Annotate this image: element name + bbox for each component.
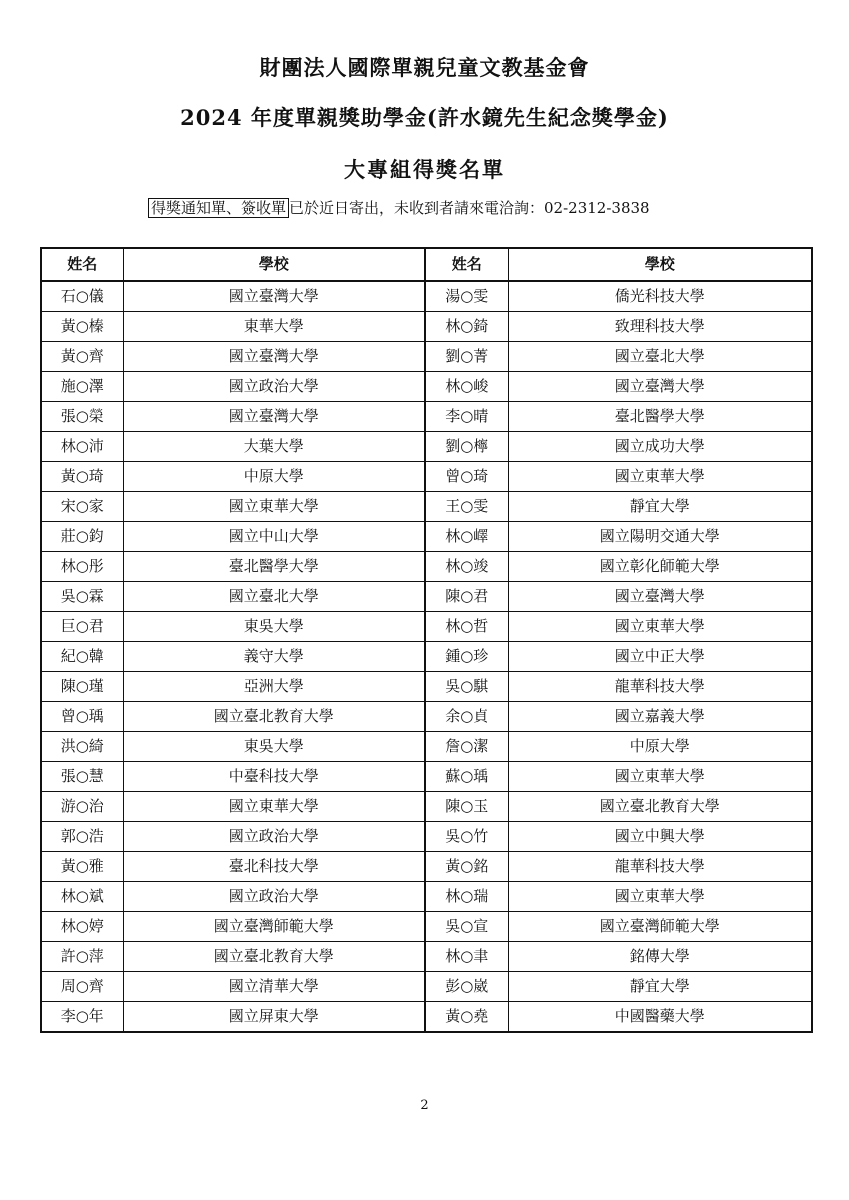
school-right: 臺北醫學大學 <box>508 402 812 432</box>
school-left: 國立臺灣師範大學 <box>123 912 425 942</box>
student-name-right: 李○晴 <box>425 402 508 432</box>
school-right: 中原大學 <box>508 732 812 762</box>
school-right: 國立東華大學 <box>508 612 812 642</box>
table-row <box>41 972 812 1002</box>
student-name-left: 黃○琦 <box>41 462 123 492</box>
school-right: 國立成功大學 <box>508 432 812 462</box>
table-row <box>41 462 812 492</box>
student-name-left: 巨○君 <box>41 612 123 642</box>
school-right: 國立臺灣師範大學 <box>508 912 812 942</box>
student-name-right: 吳○宣 <box>425 912 508 942</box>
awards-table <box>40 247 813 1033</box>
table-row <box>41 672 812 702</box>
school-left: 中原大學 <box>123 462 425 492</box>
school-right: 僑光科技大學 <box>508 281 812 312</box>
table-row <box>41 432 812 462</box>
school-right: 國立彰化師範大學 <box>508 552 812 582</box>
student-name-right: 湯○雯 <box>425 281 508 312</box>
table-body <box>41 281 812 1032</box>
school-right: 國立臺北大學 <box>508 342 812 372</box>
table-row <box>41 312 812 342</box>
student-name-right: 陳○玉 <box>425 792 508 822</box>
school-left: 國立政治大學 <box>123 822 425 852</box>
header-name-right: 姓名 <box>425 248 508 281</box>
school-right: 國立東華大學 <box>508 882 812 912</box>
notice-text: 已於近日寄出，未收到者請來電洽詢：02-2312-3838 <box>289 199 650 217</box>
table-row <box>41 732 812 762</box>
table-row <box>41 912 812 942</box>
school-right: 龍華科技大學 <box>508 852 812 882</box>
student-name-left: 施○澤 <box>41 372 123 402</box>
school-left: 國立臺灣大學 <box>123 281 425 312</box>
student-name-left: 林○婷 <box>41 912 123 942</box>
student-name-left: 張○榮 <box>41 402 123 432</box>
table-row <box>41 702 812 732</box>
school-right: 國立嘉義大學 <box>508 702 812 732</box>
student-name-right: 彭○崴 <box>425 972 508 1002</box>
school-left: 國立東華大學 <box>123 492 425 522</box>
school-right: 國立臺北教育大學 <box>508 792 812 822</box>
school-left: 亞洲大學 <box>123 672 425 702</box>
student-name-left: 曾○瑀 <box>41 702 123 732</box>
school-left: 國立臺灣大學 <box>123 402 425 432</box>
student-name-right: 劉○菁 <box>425 342 508 372</box>
school-left: 國立政治大學 <box>123 882 425 912</box>
table-header-row <box>41 248 812 281</box>
student-name-right: 林○瑞 <box>425 882 508 912</box>
page-number: 2 <box>420 1098 429 1113</box>
school-right: 國立中興大學 <box>508 822 812 852</box>
school-left: 臺北科技大學 <box>123 852 425 882</box>
table-row <box>41 642 812 672</box>
school-right: 中國醫藥大學 <box>508 1002 812 1033</box>
student-name-left: 郭○浩 <box>41 822 123 852</box>
school-left: 國立政治大學 <box>123 372 425 402</box>
student-name-right: 鍾○珍 <box>425 642 508 672</box>
table-row <box>41 822 812 852</box>
student-name-left: 周○齊 <box>41 972 123 1002</box>
header-school-left: 學校 <box>123 248 425 281</box>
student-name-left: 洪○綺 <box>41 732 123 762</box>
student-name-left: 黃○榛 <box>41 312 123 342</box>
student-name-right: 曾○琦 <box>425 462 508 492</box>
student-name-left: 林○沛 <box>41 432 123 462</box>
table-row <box>41 342 812 372</box>
school-left: 國立臺灣大學 <box>123 342 425 372</box>
school-left: 國立中山大學 <box>123 522 425 552</box>
school-left: 中臺科技大學 <box>123 762 425 792</box>
school-left: 國立臺北教育大學 <box>123 942 425 972</box>
table-row <box>41 792 812 822</box>
school-left: 國立屏東大學 <box>123 1002 425 1033</box>
school-left: 臺北醫學大學 <box>123 552 425 582</box>
student-name-left: 莊○鈞 <box>41 522 123 552</box>
student-name-left: 黃○雅 <box>41 852 123 882</box>
student-name-left: 林○斌 <box>41 882 123 912</box>
school-right: 國立臺灣大學 <box>508 582 812 612</box>
school-left: 國立臺北大學 <box>123 582 425 612</box>
student-name-left: 宋○家 <box>41 492 123 522</box>
school-right: 龍華科技大學 <box>508 672 812 702</box>
table-row <box>41 1002 812 1033</box>
school-right: 國立中正大學 <box>508 642 812 672</box>
table-row <box>41 942 812 972</box>
school-left: 國立臺北教育大學 <box>123 702 425 732</box>
student-name-left: 林○彤 <box>41 552 123 582</box>
table-row <box>41 552 812 582</box>
school-left: 大葉大學 <box>123 432 425 462</box>
student-name-right: 林○竣 <box>425 552 508 582</box>
organization-title: 財團法人國際單親兒童文教基金會 <box>259 55 590 80</box>
school-right: 國立東華大學 <box>508 762 812 792</box>
student-name-right: 蘇○瑀 <box>425 762 508 792</box>
school-left: 東吳大學 <box>123 612 425 642</box>
table-row <box>41 402 812 432</box>
student-name-left: 陳○瑾 <box>41 672 123 702</box>
student-name-right: 吳○騏 <box>425 672 508 702</box>
student-name-right: 林○聿 <box>425 942 508 972</box>
student-name-right: 林○錡 <box>425 312 508 342</box>
student-name-right: 黃○堯 <box>425 1002 508 1033</box>
header-name-left: 姓名 <box>41 248 123 281</box>
table-row <box>41 372 812 402</box>
student-name-right: 林○哲 <box>425 612 508 642</box>
student-name-right: 王○雯 <box>425 492 508 522</box>
student-name-left: 紀○韓 <box>41 642 123 672</box>
student-name-right: 林○峻 <box>425 372 508 402</box>
header-school-right: 學校 <box>508 248 812 281</box>
student-name-left: 張○慧 <box>41 762 123 792</box>
notice-boxed-text: 得獎通知單、簽收單 <box>148 198 289 218</box>
scholarship-title: 2024 年度單親獎助學金(許水鏡先生紀念獎學金) <box>180 105 669 130</box>
list-title: 大專組得獎名單 <box>344 157 505 182</box>
table-row <box>41 762 812 792</box>
student-name-right: 陳○君 <box>425 582 508 612</box>
school-right: 靜宜大學 <box>508 972 812 1002</box>
table-row <box>41 852 812 882</box>
table-row <box>41 492 812 522</box>
school-left: 東吳大學 <box>123 732 425 762</box>
school-left: 國立東華大學 <box>123 792 425 822</box>
student-name-right: 黃○銘 <box>425 852 508 882</box>
school-left: 義守大學 <box>123 642 425 672</box>
student-name-right: 余○貞 <box>425 702 508 732</box>
student-name-right: 吳○竹 <box>425 822 508 852</box>
table-row <box>41 522 812 552</box>
student-name-left: 吳○霖 <box>41 582 123 612</box>
student-name-right: 林○嶧 <box>425 522 508 552</box>
table-row <box>41 281 812 312</box>
school-right: 銘傳大學 <box>508 942 812 972</box>
student-name-right: 詹○潔 <box>425 732 508 762</box>
school-left: 東華大學 <box>123 312 425 342</box>
student-name-left: 游○治 <box>41 792 123 822</box>
school-right: 國立臺灣大學 <box>508 372 812 402</box>
student-name-left: 石○儀 <box>41 281 123 312</box>
school-right: 國立東華大學 <box>508 462 812 492</box>
notice-line <box>148 197 650 219</box>
student-name-left: 黃○齊 <box>41 342 123 372</box>
student-name-left: 李○年 <box>41 1002 123 1033</box>
student-name-left: 許○萍 <box>41 942 123 972</box>
school-right: 靜宜大學 <box>508 492 812 522</box>
table-row <box>41 582 812 612</box>
school-right: 致理科技大學 <box>508 312 812 342</box>
school-right: 國立陽明交通大學 <box>508 522 812 552</box>
table-row <box>41 612 812 642</box>
table-row <box>41 882 812 912</box>
school-left: 國立清華大學 <box>123 972 425 1002</box>
student-name-right: 劉○檸 <box>425 432 508 462</box>
